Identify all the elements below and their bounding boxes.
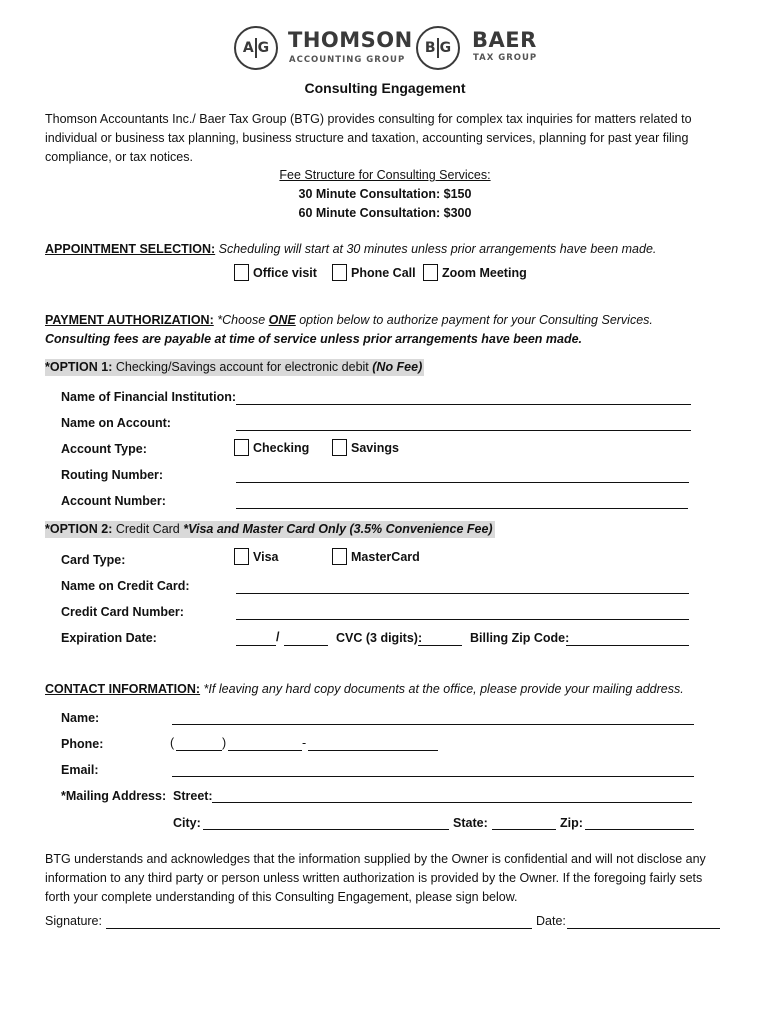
option1-heading — [45, 359, 424, 376]
account-number-field[interactable] — [236, 508, 688, 509]
btg-seal-logo: B G — [416, 26, 460, 70]
cvc-field[interactable] — [418, 645, 462, 646]
contact-name-field[interactable] — [172, 724, 694, 725]
zoom-meeting-label: Zoom Meeting — [442, 266, 527, 280]
option2-label: *OPTION 2: — [45, 522, 113, 536]
acknowledgement-paragraph: BTG understands and acknowledges that the information supplied by the Owner is confidential and will not disclose any information to any third party or person unless written authorization is provided by the Owner. If the foregoing fairly sets forth your complete understanding of this Consulting Engagement, please sign below. — [45, 852, 706, 904]
name-on-card-label: Name on Credit Card: — [61, 579, 190, 593]
option2-note: *Visa and Master Card Only (3.5% Convenience Fee) — [183, 522, 493, 536]
city-field[interactable] — [203, 829, 449, 830]
thomson-brand-subtitle: ACCOUNTING GROUP — [289, 55, 406, 65]
contact-email-field[interactable] — [172, 776, 694, 777]
fee-structure-heading: Fee Structure for Consulting Services: — [279, 168, 491, 182]
contact-heading: CONTACT INFORMATION: — [45, 682, 201, 696]
option2-heading — [45, 521, 495, 538]
phone-line-field[interactable] — [308, 750, 438, 751]
card-type-label: Card Type: — [61, 553, 126, 567]
thomson-brand-name: THOMSON — [288, 28, 413, 52]
visa-checkbox[interactable] — [234, 548, 249, 565]
billing-zip-field[interactable] — [566, 645, 689, 646]
checking-checkbox[interactable] — [234, 439, 249, 456]
city-label: City: — [173, 816, 201, 830]
mastercard-label: MasterCard — [351, 550, 420, 564]
fee-60-minute: 60 Minute Consultation: $300 — [298, 206, 472, 220]
phone-dash: - — [302, 736, 307, 750]
expiration-year-field[interactable] — [284, 645, 328, 646]
appointment-note: Scheduling will start at 30 minutes unless prior arrangements have been made. — [215, 242, 657, 256]
intro-paragraph: Thomson Accountants Inc./ Baer Tax Group (BTG) provides consulting for complex tax inquiries for matters related to individual or business tax planning, business structure and taxation, accounting services, planning for past year filing compliance, or tax notices. — [45, 112, 692, 164]
mailing-address-label: *Mailing Address: — [61, 789, 167, 803]
account-type-label: Account Type: — [61, 442, 147, 456]
fee-30-minute: 30 Minute Consultation: $150 — [298, 187, 472, 201]
visa-label: Visa — [253, 550, 279, 564]
checking-label: Checking — [253, 441, 310, 455]
routing-number-label: Routing Number: — [61, 468, 164, 482]
signature-field[interactable] — [106, 928, 532, 929]
payment-note-a: *Choose — [213, 313, 269, 327]
street-field[interactable] — [212, 802, 692, 803]
cvc-label: CVC (3 digits): — [336, 631, 423, 645]
phone-call-label: Phone Call — [351, 266, 416, 280]
routing-number-field[interactable] — [236, 482, 689, 483]
card-number-field[interactable] — [236, 619, 689, 620]
contact-phone-label: Phone: — [61, 737, 104, 751]
phone-close-paren: ) — [222, 736, 227, 750]
card-number-label: Credit Card Number: — [61, 605, 184, 619]
contact-section — [45, 682, 684, 696]
signature-label: Signature: — [45, 914, 102, 928]
appointment-section — [45, 242, 656, 256]
phone-open-paren: ( — [170, 736, 175, 750]
appointment-office-option[interactable] — [234, 264, 317, 281]
checking-option[interactable] — [234, 439, 309, 456]
appointment-phone-option[interactable] — [332, 264, 416, 281]
name-on-account-field[interactable] — [236, 430, 691, 431]
financial-institution-field[interactable] — [236, 404, 691, 405]
option1-label: *OPTION 1: — [45, 360, 113, 374]
zip-label: Zip: — [560, 816, 583, 830]
baer-brand-name: BAER — [472, 28, 537, 52]
zoom-meeting-checkbox[interactable] — [423, 264, 438, 281]
billing-zip-label: Billing Zip Code: — [470, 631, 570, 645]
contact-name-label: Name: — [61, 711, 100, 725]
date-label: Date: — [536, 914, 566, 928]
name-on-account-label: Name on Account: — [61, 416, 171, 430]
phone-prefix-field[interactable] — [228, 750, 302, 751]
phone-area-code-field[interactable] — [176, 750, 222, 751]
contact-note: *If leaving any hard copy documents at the office, please provide your mailing address. — [200, 682, 684, 696]
payment-terms-note: Consulting fees are payable at time of service unless prior arrangements have been made. — [45, 332, 582, 346]
thomson-seal-logo: A G — [234, 26, 278, 70]
phone-call-checkbox[interactable] — [332, 264, 347, 281]
expiration-date-label: Expiration Date: — [61, 631, 157, 645]
account-number-label: Account Number: — [61, 494, 166, 508]
baer-brand-subtitle: TAX GROUP — [473, 53, 538, 63]
visa-option[interactable] — [234, 548, 279, 565]
payment-section — [45, 313, 653, 327]
office-visit-checkbox[interactable] — [234, 264, 249, 281]
mastercard-checkbox[interactable] — [332, 548, 347, 565]
mastercard-option[interactable] — [332, 548, 420, 565]
appointment-heading: APPOINTMENT SELECTION: — [45, 242, 216, 256]
appointment-zoom-option[interactable] — [423, 264, 527, 281]
page-title: Consulting Engagement — [304, 80, 466, 96]
state-field[interactable] — [492, 829, 556, 830]
financial-institution-label: Name of Financial Institution: — [61, 390, 237, 404]
street-label: Street: — [173, 789, 213, 803]
payment-note-b: option below to authorize payment for your Consulting Services. — [295, 313, 653, 327]
option1-text: Checking/Savings account for electronic debit — [112, 360, 373, 374]
expiration-month-field[interactable] — [236, 645, 276, 646]
savings-option[interactable] — [332, 439, 399, 456]
payment-note-one: ONE — [268, 313, 296, 327]
option1-fee: (No Fee) — [372, 360, 423, 374]
payment-heading: PAYMENT AUTHORIZATION: — [45, 313, 214, 327]
zip-field[interactable] — [585, 829, 694, 830]
name-on-card-field[interactable] — [236, 593, 689, 594]
state-label: State: — [453, 816, 488, 830]
option2-text: Credit Card — [112, 522, 184, 536]
expiration-separator: / — [276, 630, 280, 644]
contact-email-label: Email: — [61, 763, 99, 777]
logo — [230, 22, 550, 78]
savings-label: Savings — [351, 441, 399, 455]
office-visit-label: Office visit — [253, 266, 317, 280]
date-field[interactable] — [567, 928, 720, 929]
savings-checkbox[interactable] — [332, 439, 347, 456]
